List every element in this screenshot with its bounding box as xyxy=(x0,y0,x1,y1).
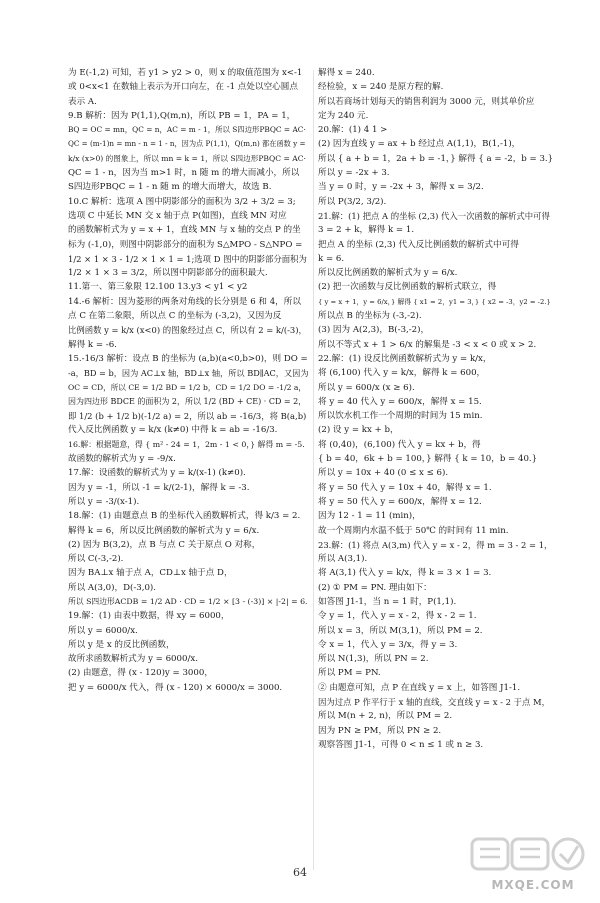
text-line: (2) ① PM = PN. 理由如下： xyxy=(318,582,432,593)
text-line: 3 = 2 + k，解得 k = 1. xyxy=(318,225,415,236)
text-line: { y = x + 1，y = 6/x，} 解得 { x1 = 2，y1 = 3，} { x2 = -3，y2 = -2.} xyxy=(318,297,551,306)
text-line: 22.解：(1) 设反比例函数解析式为 y = k/x， xyxy=(318,353,492,364)
text-line: k/x (x>0) 的图象上，所以 mn = k = 1，所以 S四边形PBQC = AC· xyxy=(68,153,306,163)
right-column xyxy=(318,66,554,752)
text-line: 因为 y = -1，所以 -1 = k/(2-1)，解得 k = -3. xyxy=(68,482,250,493)
text-line: 所以 y = 6000/x. xyxy=(68,625,138,636)
text-line: (2) 因为 B(3,2)，点 B 与点 C 关于原点 O 对称， xyxy=(68,539,261,550)
text-line: 所以若商场计划每天的销售利润为 3000 元，则其单价应 xyxy=(318,96,535,107)
text-line: 因为过点 P 作平行于 x 轴的直线，交直线 y = x - 2 于点 M， xyxy=(318,697,550,708)
text-line: 的函数解析式为 y = x + 1，直线 MN 与 x 轴的交点 P 的坐 xyxy=(68,225,301,236)
text-line: 所以反比例函数的解析式为 y = 6/x. xyxy=(318,268,458,279)
text-line: 所以 A(3,1). xyxy=(318,554,368,565)
text-line: 19.解：(1) 由表中数据，得 xy = 6000， xyxy=(68,611,230,622)
column-divider xyxy=(313,70,314,870)
text-line: 所以饮水机工作一个周期的时间为 15 min. xyxy=(318,411,483,422)
text-line: 观察答图 J1-1，可得 0 < n ≤ 1 或 n ≥ 3. xyxy=(318,739,484,750)
text-line: 所以 S四边形ACDB = 1/2 AD · CD = 1/2 × [3 - (-3)] × |-2| = 6. xyxy=(68,596,308,606)
text-line: 令 y = 1，代入 y = x - 2，得 x - 2 = 1. xyxy=(318,611,477,622)
text-line: 14.-6 解析：因为菱形的两条对角线的长分别是 6 和 4，所以 xyxy=(68,296,301,307)
text-line: 如答图 J1-1，当 n = 1 时，P(1,1). xyxy=(318,596,457,607)
text-line: 为 E(-1,2) 可知，若 y1 > y2 > 0，则 x 的取值范围为 x<-1 xyxy=(68,68,303,78)
text-line: -a，BD = b，因为 AC⊥x 轴，BD⊥x 轴，所以 BD∥AC，又因为 xyxy=(68,368,309,379)
text-line: 所以 y = -3/(x-1). xyxy=(68,496,140,507)
text-line: 将 y = 50 代入 y = 10x + 40，解得 x = 1. xyxy=(318,482,492,493)
text-line: 所以点 B 的坐标为 (-3,-2). xyxy=(318,311,422,322)
text-line: 经检验，x = 240 是原方程的解. xyxy=(318,82,444,93)
text-line: 因为 12 - 1 = 11 (min)， xyxy=(318,511,421,522)
text-line: 所以不等式 x + 1 > 6/x 的解集是 -3 < x < 0 或 x > 2. xyxy=(318,339,537,350)
text-line: 所以 M(n + 2, n)，所以 PM = 2. xyxy=(318,711,453,722)
text-line: 15.-16/3 解析：设点 B 的坐标为 (a,b)(a<0,b>0)，则 DO = xyxy=(68,353,308,364)
text-line: 所以 x = 3，所以 M(3,1)，所以 PM = 2. xyxy=(318,625,483,636)
text-line: 故所求函数解析式为 y = 6000/x. xyxy=(68,654,198,665)
text-line: 解得 k = 6，所以反比例函数的解析式为 y = 6/x. xyxy=(68,525,260,536)
text-line: 18.解：(1) 由题意点 B 的坐标代入函数解析式，得 k/3 = 2. xyxy=(68,511,301,522)
text-line: 将 y = 40 代入 y = 600/x，解得 x = 15. xyxy=(318,396,482,407)
text-line: 选项 C 中延长 MN 交 x 轴于点 P(如图)，直线 MN 对应 xyxy=(68,210,287,221)
text-line: 定为 240 元. xyxy=(318,110,369,121)
text-line: 16.解：根据题意，得 { m² - 24 = 1，2m - 1 < 0，} 解得 m = -5. xyxy=(68,439,305,449)
text-line: (2) 设 y = kx + b， xyxy=(318,425,399,436)
text-line: 所以 y = 10x + 40 (0 ≤ x ≤ 6). xyxy=(318,468,449,479)
text-line: 所以 y 是 x 的反比例函数， xyxy=(68,639,175,650)
text-line: BQ = OC = mn，QC = n，AC = m - 1，所以 S四边形PBQC = AC· xyxy=(68,125,306,135)
text-line: 令 x = 1，代入 y = 3/x，得 y = 3. xyxy=(318,639,458,650)
text-line: 10.C 解析：选项 A 图中阴影部分的面积为 3/2 + 3/2 = 3; xyxy=(68,196,296,207)
text-line: 即 1/2 (b + 1/2 b)(-1/2 a) = 2，所以 ab = -16/3，将 B(a,b) xyxy=(68,411,307,422)
text-line: k = 6. xyxy=(318,253,345,264)
text-line: OC = CD，所以 CE = 1/2 BD = 1/2 b，CD = 1/2 DO = -1/2 a， xyxy=(68,382,306,392)
page-number: 64 xyxy=(293,866,307,879)
text-line: 故函数的解析式为 y = -9/x. xyxy=(68,454,176,465)
text-line: 把点 A 的坐标 (2,3) 代入反比例函数的解析式中可得 xyxy=(318,239,519,250)
text-line: 将 (6,100) 代入 y = k/x，解得 k = 600， xyxy=(318,368,486,379)
text-line: 比例函数 y = k/x (x<0) 的图象经过点 C，所以有 2 = k/(-3)， xyxy=(68,325,307,336)
text-line: 9.B 解析：因为 P(1,1),Q(m,n)，所以 PB = 1，PA = 1， xyxy=(68,110,296,121)
text-line: 或 0<x<1 在数轴上表示为开口向左，在 -1 点处以空心圆点 xyxy=(68,82,298,93)
text-line: 所以 { a + b = 1，2a + b = -1，} 解得 { a = -2，b = 3.} xyxy=(318,153,554,164)
text-line: (2) 把一次函数与反比例函数的解析式联立，得 xyxy=(318,282,497,293)
text-line: 标为 (-1,0)，则图中阴影部分的面积为 S△MPO - S△NPO = xyxy=(68,239,303,250)
text-line: 表示 A. xyxy=(68,96,97,107)
text-line: 所以 N(1,3)，所以 PN = 2. xyxy=(318,654,429,665)
text-line: 所以 C(-3,-2). xyxy=(68,554,124,565)
text-line: 17.解：设函数的解析式为 y = k/(x-1) (k≠0). xyxy=(68,468,246,479)
text-line: (2) 因为直线 y = ax + b 经过点 A(1,1)，B(1,-1)， xyxy=(318,139,521,150)
text-line: 点 C 在第二象限，所以点 C 的坐标为 (-3,2)，又因为反 xyxy=(68,311,282,322)
text-line: QC = (m-1)n = mn - n = 1 - n，因为点 P(1,1)，Q(m,n) 都在函数 y = xyxy=(68,139,306,149)
text-line: 所以 y = -2x + 3. xyxy=(318,168,390,179)
text-line: ② 由题意可知，点 P 在直线 y = x 上，如答图 J1-1. xyxy=(318,682,521,693)
text-line: 把 y = 6000/x 代入，得 (x - 120) × 6000/x = 3000. xyxy=(68,682,283,693)
text-line: 所以 A(3,0)，D(-3,0). xyxy=(68,582,156,593)
text-line: 20.解：(1) 4 1 > xyxy=(318,125,388,136)
text-line: (3) 因为 A(2,3)，B(-3,-2)， xyxy=(318,325,430,336)
text-line: S四边形PBQC = 1 - n 随 m 的增大而增大，故选 B. xyxy=(68,182,272,193)
text-line: { b = 40，6k + b = 100，} 解得 { k = 10，b = 40.} xyxy=(318,454,538,465)
text-line: 当 y = 0 时，y = -2x + 3，解得 x = 3/2. xyxy=(318,182,484,193)
text-line: (2) 由题意，得 (x - 120)y = 3000， xyxy=(68,668,213,679)
text-line: 23.解：(1) 将点 A(3,m) 代入 y = x - 2，得 m = 3 - 2 = 1， xyxy=(318,539,553,550)
text-line: 因为四边形 BDCE 的面积为 2，所以 1/2 (BD + CE) · CD = 2， xyxy=(68,396,307,406)
text-line: 21.解：(1) 把点 A 的坐标 (2,3) 代入一次函数的解析式中可得 xyxy=(318,210,550,221)
text-line: 11.第一、第三象限 12.100 13.y3 < y1 < y2 xyxy=(68,282,248,293)
text-line: 因为 BA⊥x 轴于点 A，CD⊥x 轴于点 D， xyxy=(68,568,233,579)
text-line: 1/2 × 1 × 3 - 1/2 × 1 × 1 = 1;选项 D 图中的阴影部分面积为 xyxy=(68,253,307,264)
text-line: 所以 y = 600/x (x ≥ 6). xyxy=(318,382,415,393)
text-line: 将 A(3,1) 代入 y = k/x，得 k = 3 × 1 = 3. xyxy=(318,568,492,579)
text-line: QC = 1 - n，因为当 m>1 时，n 随 m 的增大而减小，所以 xyxy=(68,168,300,179)
text-line: 将 y = 50 代入 y = 600/x，解得 x = 12. xyxy=(318,496,482,507)
text-line: 解得 k = -6. xyxy=(68,339,117,350)
text-line: 所以 P(3/2, 3/2). xyxy=(318,196,387,207)
text-line: 故一个周期内水温不低于 50℃ 的时间有 11 min. xyxy=(318,525,509,536)
text-line: 1/2 × 1 × 3 = 3/2，所以图中阴影部分的面积最大. xyxy=(68,268,268,279)
text-line: 将 (0,40)，(6,100) 代入 y = kx + b，得 xyxy=(318,439,481,450)
watermark-text: MXQE.COM xyxy=(491,878,575,892)
text-line: 因为 PN ≥ PM，所以 PN ≥ 2. xyxy=(318,725,442,736)
text-line: 代入反比例函数 y = k/x (k≠0) 中得 k = ab = -16/3. xyxy=(68,425,278,436)
left-column xyxy=(68,66,310,695)
text-line: 解得 x = 240. xyxy=(318,68,375,78)
text-line: 所以 PM = PN. xyxy=(318,668,381,679)
